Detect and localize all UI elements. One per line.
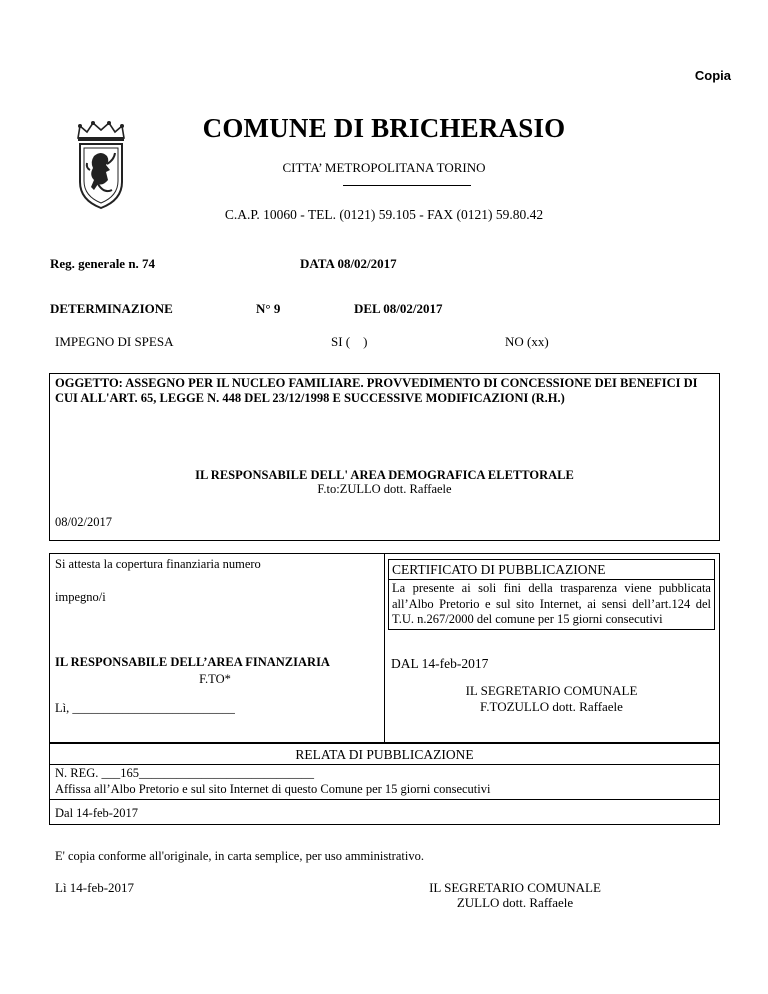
copia-conforme: E' copia conforme all'originale, in carta semplice, per uso amministrativo.	[55, 849, 424, 863]
reg-data: DATA 08/02/2017	[300, 256, 397, 271]
relata-box	[49, 743, 720, 825]
copia-label: Copia	[694, 68, 731, 83]
responsabile-signature: F.to:ZULLO dott. Raffaele	[317, 482, 452, 496]
footer-segretario: IL SEGRETARIO COMUNALE	[429, 880, 601, 895]
determinazione-number: N° 9	[256, 301, 281, 316]
determinazione-date: DEL 08/02/2017	[354, 301, 443, 316]
contacts-line: C.A.P. 10060 - TEL. (0121) 59.105 - FAX (0121) 59.80.42	[224, 207, 544, 222]
relata-affissa: Affissa all’Albo Pretorio e sul sito Internet di questo Comune per 15 giorni consecutivi	[55, 782, 491, 796]
segretario-title: IL SEGRETARIO COMUNALE	[465, 683, 638, 698]
column-divider	[384, 554, 385, 742]
footer-signature: ZULLO dott. Raffaele	[456, 895, 574, 910]
certificato-dal: DAL 14-feb-2017	[391, 656, 489, 671]
impegno-no: NO (xx)	[505, 334, 549, 349]
impegno-text: impegno/i	[55, 590, 106, 604]
footer-date: Lì 14-feb-2017	[55, 880, 135, 895]
subject-date: 08/02/2017	[55, 515, 112, 529]
impegno-si: SI ( )	[331, 334, 368, 349]
segretario-signature: F.TOZULLO dott. Raffaele	[480, 699, 623, 714]
impegno-label: IMPEGNO DI SPESA	[55, 334, 174, 349]
relata-dal: Dal 14-feb-2017	[55, 806, 138, 820]
determinazione-label: DETERMINAZIONE	[50, 301, 173, 316]
reg-generale: Reg. generale n. 74	[50, 256, 156, 271]
finance-certificate-box	[49, 553, 720, 743]
relata-title: RELATA DI PUBBLICAZIONE	[295, 747, 474, 762]
relata-divider	[50, 764, 719, 765]
certificato-block	[388, 559, 715, 630]
resp-finanziaria-title: IL RESPONSABILE DELL’AREA FINANZIARIA	[55, 655, 330, 669]
title-divider	[343, 185, 471, 186]
subject-box	[49, 373, 720, 541]
relata-divider-2	[50, 799, 719, 800]
copertura-text: Si attesta la copertura finanziaria numero	[55, 557, 261, 571]
municipality-title: COMUNE DI BRICHERASIO	[202, 113, 566, 143]
metro-city: CITTA’ METROPOLITANA TORINO	[282, 160, 486, 175]
certificato-title: CERTIFICATO DI PUBBLICAZIONE	[389, 560, 714, 580]
relata-nreg: N. REG. ___165____________________________	[55, 766, 315, 780]
resp-finanziaria-signature: F.TO*	[199, 672, 231, 686]
responsabile-title: IL RESPONSABILE DELL' AREA DEMOGRAFICA ELETTORALE	[195, 468, 574, 482]
certificato-body: La presente ai soli fini della trasparenza viene pubblicata all’Albo Pretorio e sul sito Internet, ai sensi dell’art.124 del T.U. n.267/2000 del comune per 15 giorni consecutivi	[389, 580, 714, 630]
li-line: Lì, __________________________	[55, 701, 235, 715]
oggetto-text: OGGETTO: ASSEGNO PER IL NUCLEO FAMILIARE. PROVVEDIMENTO DI CONCESSIONE DEI BENEFICI DI CUI ALL'ART. 65, LEGGE N. 448 DEL 23/12/1998 E SUCCESSIVE MODIFICAZIONI (R.H.)	[55, 376, 698, 405]
